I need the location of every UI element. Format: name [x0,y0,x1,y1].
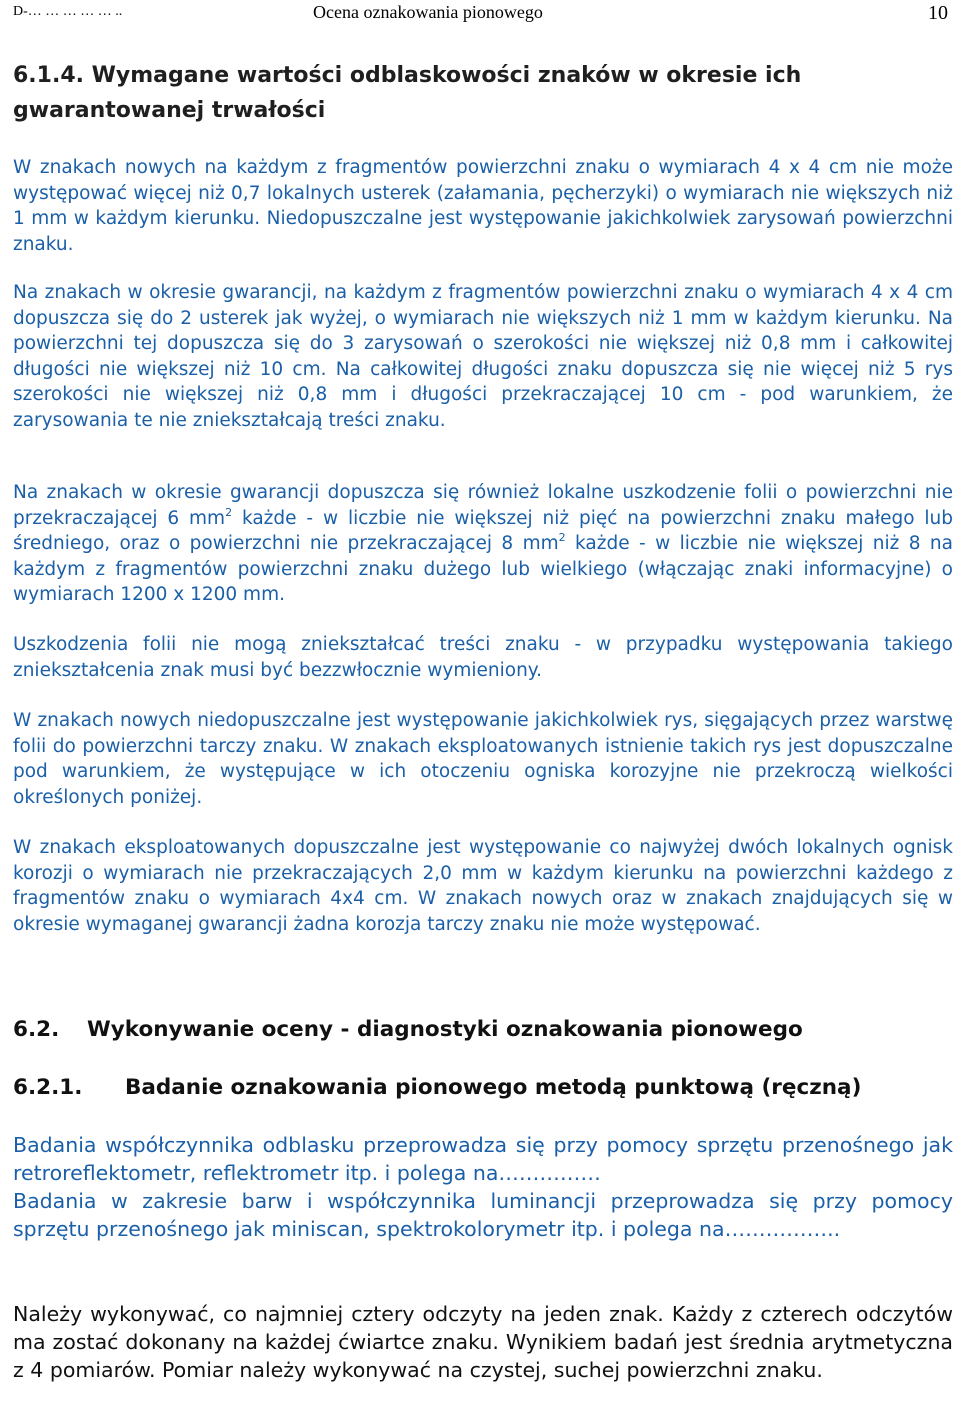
paragraph-reading-procedure: Należy wykonywać, co najmniej cztery odczyty na jeden znak. Każdy z czterech odczytów ma zostać dokonany na każdej ćwiartce znaku. Wynikiem badań jest średnia arytmetyczna z 4 pomiarów. Pomiar należy wykonywać na czystej, suchej powierzchni znaku. [13,1302,953,1382]
paragraph-local-foil-damage [13,480,953,608]
paragraph-warranty-defects: Na znakach w okresie gwarancji, na każdym z fragmentów powierzchni znaku o wymiarach 4 x 4 cm dopuszcza się do 2 usterek jak wyżej, o wymiarach nie większych niż 1 mm w każdym kierunku. Na powierzchni tej dopuszcza się do 3 zarysowań o szerokości nie większej niż 0,8 mm i całkowitej długości nie większej niż 10 cm. Na całkowitej długości znaku dopuszcza się nie więcej niż 5 rys szerokości nie większej niż 0,8 mm i długości przekraczającej 10 cm - pod warunkiem, że zarysowania te nie zniekształcają treści znaku. [13,282,953,431]
superscript: 2 [558,531,566,544]
page-header [0,0,960,28]
section-6-1-4-heading: 6.1.4. Wymagane wartości odblaskowości znaków w okresie ich gwarantowanej trwałości [13,63,802,123]
page-number: 10 [928,2,948,24]
paragraph-corrosion: W znakach eksploatowanych dopuszczalne jest występowanie co najwyżej dwóch lokalnych ognisk korozji o wymiarach nie przekraczających 2,0 mm w każdym kierunku na powierzchni każdego z fragmentów znaku o wymiarach 4x4 cm. W znakach nowych oraz w znakach znajdujących się w okresie wymaganej gwarancji żadna korozja tarczy znaku nie może występować. [13,837,953,935]
section-number: 6.2.1. [13,1075,83,1100]
text-fragment: każde - w liczbie nie większej niż pięć na powierzchni znaku małego lub średniego, oraz o powierzchni nie przekraczającej 8 mm [13,507,954,554]
section-title: Wykonywanie oceny - diagnostyki oznakowania pionowego [87,1017,803,1042]
section-number: 6.2. [13,1017,60,1042]
paragraph-foil-damage-replacement: Uszkodzenia folii nie mogą zniekształcać treści znaku - w przypadku występowania takiego zniekształcenia znak musi być bezzwłocznie wymieniony. [13,634,953,681]
section-6-2-1-heading [13,1075,861,1100]
text-fragment: Na znakach w okresie gwarancji dopuszcza się również lokalne uszkodzenie folii o powierzchni nie przekraczającej 6 mm [13,482,953,529]
section-title: Badanie oznakowania pionowego metodą punktową (ręczną) [125,1075,862,1100]
text-fragment: każde - w liczbie nie większej niż 8 na każdym z fragmentów powierzchni znaku dużego lub wielkiego (włączając znaki informacyjne) o wymiarach 1200 x 1200 mm. [13,533,953,605]
header-document-code: D-… … … … … .. [13,4,123,19]
paragraph-color-luminance-method: Badania w zakresie barw i współczynnika luminancji przeprowadza się przy pomocy sprzętu przenośnego jak miniscan, spektrokolorymetr itp. i polega na…………….. [13,1189,953,1241]
superscript: 2 [225,505,233,519]
header-title: Ocena oznakowania pionowego [313,2,543,22]
paragraph-new-signs-defects: W znakach nowych na każdym z fragmentów powierzchni znaku o wymiarach 4 x 4 cm nie może występować więcej niż 0,7 lokalnych usterek (załamania, pęcherzyki) o wymiarach nie większych niż 1 mm w każdym kierunku. Niedopuszczalne jest występowanie jakichkolwiek zarysowań powierzchni znaku. [13,157,953,255]
paragraph-scratches: W znakach nowych niedopuszczalne jest występowanie jakichkolwiek rys, sięgających przez warstwę folii do powierzchni tarczy znaku. W znakach eksploatowanych istnienie takich rys jest dopuszczalne pod warunkiem, że występujące w ich otoczeniu ogniska korozyjne nie przekroczą wielkości określonych poniżej. [13,710,953,808]
paragraph-retroreflection-method: Badania współczynnika odblasku przeprowadza się przy pomocy sprzętu przenośnego jak retroreflektometr, reflektrometr itp. i polega na…………… [13,1133,953,1185]
section-6-2-heading [13,1017,803,1042]
